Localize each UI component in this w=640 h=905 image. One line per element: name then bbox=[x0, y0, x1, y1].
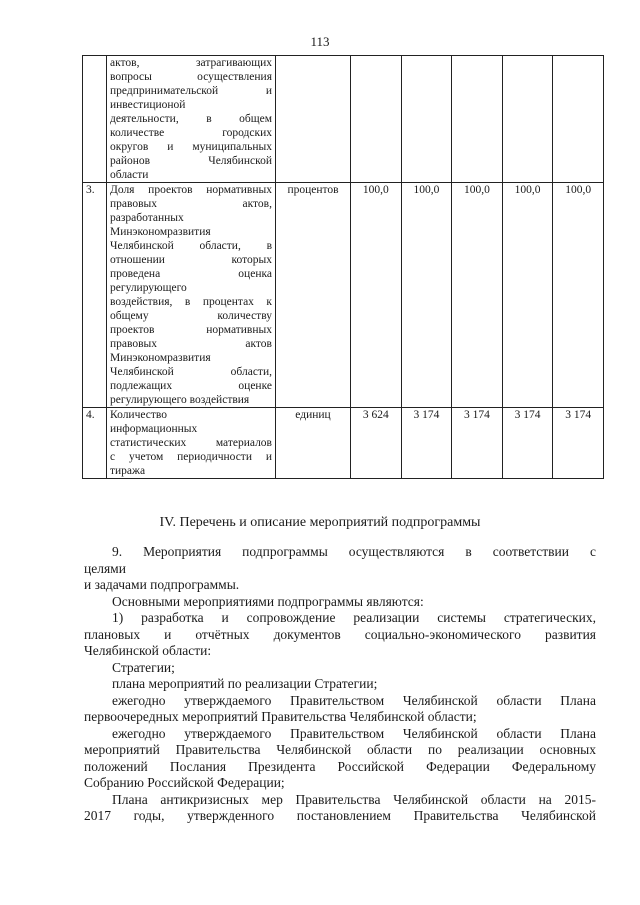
paragraph-measures-basis bbox=[84, 544, 596, 594]
paragraph-priority-plan bbox=[84, 693, 596, 726]
paragraph-line: Основными мероприятиями подпрограммы являются: bbox=[112, 593, 424, 609]
indicator-name-line: вопросы осуществления bbox=[110, 71, 272, 83]
value-cell: 100,0 bbox=[452, 183, 503, 408]
indicator-name-line: предпринимательской и bbox=[110, 85, 272, 97]
value-cell: 3 624 bbox=[351, 408, 402, 479]
indicator-name-line: районов Челябинской bbox=[110, 155, 272, 167]
paragraph-line: плана мероприятий по реализации Стратегии; bbox=[112, 676, 378, 691]
indicator-name-line: Минэкономразвития bbox=[110, 226, 211, 238]
indicator-name-line: регулирующего воздействия bbox=[110, 394, 250, 406]
indicator-name-line: проектов нормативных bbox=[110, 324, 272, 336]
value-cell bbox=[502, 56, 553, 183]
row-number-cell bbox=[83, 56, 107, 183]
indicator-name-line: информационных bbox=[110, 423, 198, 435]
indicators-table bbox=[82, 55, 604, 479]
table-row bbox=[83, 183, 604, 408]
indicator-name-line: правовых актов bbox=[110, 338, 272, 350]
paragraph-line: плановых и отчётных документов социально-экономического развития bbox=[84, 626, 596, 642]
body-text bbox=[84, 544, 596, 825]
paragraph-anticrisis-plan bbox=[84, 792, 596, 825]
unit-cell bbox=[276, 56, 351, 183]
indicator-name-line: Доля проектов нормативных bbox=[110, 184, 272, 196]
paragraph-line: 9. Мероприятия подпрограммы осуществляются в соответствии с bbox=[112, 544, 596, 559]
unit-cell: процентов bbox=[276, 183, 351, 408]
indicator-name-line: округов и муниципальных bbox=[110, 141, 272, 153]
indicator-name-line: инвестиционой bbox=[110, 99, 186, 111]
value-cell: 3 174 bbox=[553, 408, 604, 479]
value-cell bbox=[401, 56, 452, 183]
indicator-name-line: Челябинской области, в bbox=[110, 240, 272, 252]
paragraph-strategy-plan bbox=[84, 676, 596, 693]
value-cell: 100,0 bbox=[401, 183, 452, 408]
paragraph-line: 1) разработка и сопровождение реализации системы стратегических, bbox=[112, 610, 596, 625]
unit-cell: единиц bbox=[276, 408, 351, 479]
indicator-name-line: актов, затрагивающих bbox=[110, 57, 272, 69]
row-number-cell: 3. bbox=[83, 183, 107, 408]
paragraph-line: Собранию Российской Федерации; bbox=[84, 775, 285, 790]
indicator-name-line: с учетом периодичности и bbox=[110, 451, 272, 463]
value-cell: 100,0 bbox=[502, 183, 553, 408]
indicator-name-line: количестве городских bbox=[110, 127, 272, 139]
section-title: IV. Перечень и описание мероприятий подпрограммы bbox=[159, 515, 481, 530]
indicator-name-line: тиража bbox=[110, 465, 146, 477]
paragraph-main-measures-intro bbox=[84, 594, 596, 611]
indicator-name-line: Минэкономразвития bbox=[110, 352, 211, 364]
paragraph-line: положений Послания Президента Российской Федерации Федеральному bbox=[84, 758, 596, 774]
indicator-name-line: области bbox=[110, 169, 149, 181]
indicator-name-line: подлежащих оценке bbox=[110, 380, 272, 392]
value-cell: 3 174 bbox=[452, 408, 503, 479]
paragraph-line: Стратегии; bbox=[112, 659, 175, 675]
indicator-name-line: отношении которых bbox=[110, 254, 272, 266]
paragraph-line: Челябинской области: bbox=[84, 643, 212, 658]
value-cell bbox=[553, 56, 604, 183]
table-row bbox=[83, 56, 604, 183]
paragraph-line: 2017 годы, утвержденного постановлением Правительства Челябинской bbox=[84, 808, 596, 823]
paragraph-line: целями bbox=[84, 560, 126, 576]
paragraph-strategy bbox=[84, 660, 596, 677]
indicator-name-line: Челябинской области, bbox=[110, 366, 272, 378]
indicator-name-cell bbox=[107, 56, 276, 183]
paragraph-line: первоочередных мероприятий Правительства Челябинской области; bbox=[84, 709, 477, 724]
indicator-name-cell bbox=[107, 183, 276, 408]
paragraph-line: ежегодно утверждаемого Правительством Челябинской области Плана bbox=[112, 692, 596, 708]
indicator-name-line: разработанных bbox=[110, 212, 184, 224]
value-cell: 100,0 bbox=[351, 183, 402, 408]
row-number-cell: 4. bbox=[83, 408, 107, 479]
value-cell: 3 174 bbox=[401, 408, 452, 479]
paragraph-line: и задачами подпрограммы. bbox=[84, 577, 240, 592]
indicator-name-line: правовых актов, bbox=[110, 198, 272, 210]
paragraph-line: Плана антикризисных мер Правительства Челябинской области на 2015- bbox=[112, 791, 596, 807]
page-number: 113 bbox=[310, 34, 330, 49]
indicator-name-line: Количество bbox=[110, 409, 167, 421]
value-cell: 3 174 bbox=[502, 408, 553, 479]
value-cell: 100,0 bbox=[553, 183, 604, 408]
indicator-name-line: регулирующего bbox=[110, 282, 187, 294]
indicators-table-body bbox=[83, 56, 604, 479]
indicator-name-line: воздействия, в процентах к bbox=[110, 296, 272, 308]
paragraph-measure-1 bbox=[84, 610, 596, 660]
indicator-name-line: общему количеству bbox=[110, 310, 272, 322]
indicator-name-line: проведена оценка bbox=[110, 268, 272, 280]
table-row bbox=[83, 408, 604, 479]
indicator-name-line: статистических материалов bbox=[110, 437, 272, 449]
value-cell bbox=[452, 56, 503, 183]
indicator-name-line: деятельности, в общем bbox=[110, 113, 272, 125]
value-cell bbox=[351, 56, 402, 183]
paragraph-line: мероприятий Правительства Челябинской области по реализации основных bbox=[84, 742, 596, 757]
paragraph-address-plan bbox=[84, 726, 596, 792]
paragraph-line: ежегодно утверждаемого Правительством Челябинской области Плана bbox=[112, 725, 596, 741]
indicator-name-cell bbox=[107, 408, 276, 479]
